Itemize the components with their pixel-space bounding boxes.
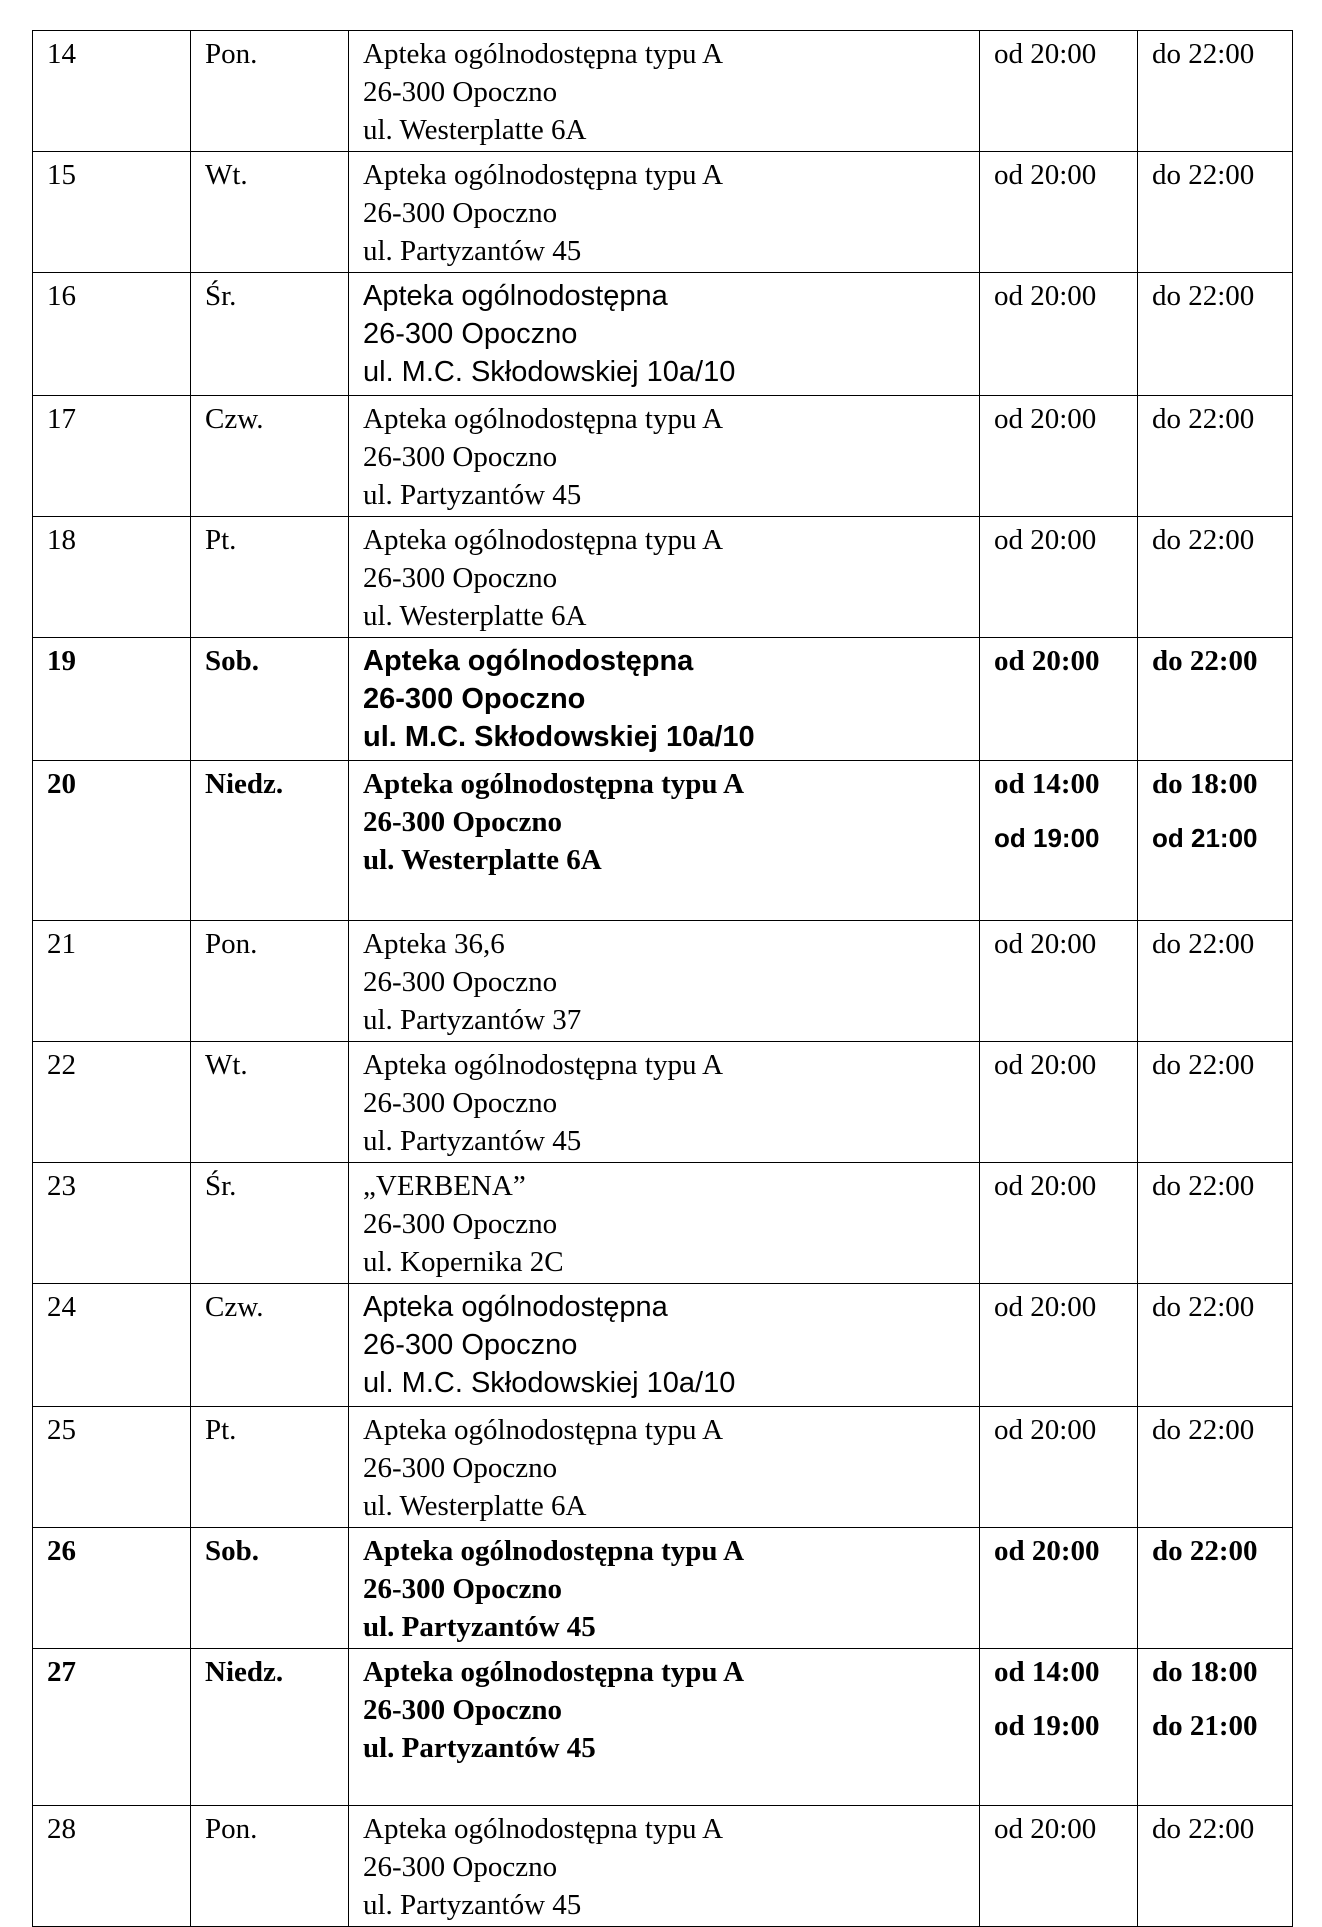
day-number: 19 <box>33 638 191 761</box>
weekday: Czw. <box>191 1284 349 1407</box>
pharmacy-street: ul. Partyzantów 37 <box>363 1004 582 1036</box>
pharmacy-city: 26-300 Opoczno <box>363 1573 562 1605</box>
open-from: od 20:00 <box>980 921 1138 1042</box>
table-row <box>33 273 1293 396</box>
open-from: od 20:00 <box>980 1284 1138 1407</box>
open-from: od 20:00 <box>980 1806 1138 1927</box>
pharmacy-name: Apteka ogólnodostępna typu A <box>363 1813 724 1845</box>
time-gap <box>994 803 1129 819</box>
table-row <box>33 761 1293 921</box>
day-number: 22 <box>33 1042 191 1163</box>
open-to-cell <box>1138 1649 1293 1806</box>
pharmacy-street: ul. M.C. Skłodowskiej 10a/10 <box>363 721 755 753</box>
day-number: 23 <box>33 1163 191 1284</box>
time-gap <box>1152 803 1284 819</box>
day-number: 15 <box>33 152 191 273</box>
open-to: do 22:00 <box>1138 1042 1293 1163</box>
day-number: 27 <box>33 1649 191 1806</box>
pharmacy-name: Apteka ogólnodostępna typu A <box>363 159 724 191</box>
pharmacy-name: Apteka ogólnodostępna typu A <box>363 1049 724 1081</box>
open-from: od 20:00 <box>980 1528 1138 1649</box>
open-from: od 20:00 <box>980 152 1138 273</box>
weekday: Sob. <box>191 1528 349 1649</box>
open-to: do 22:00 <box>1138 1407 1293 1528</box>
pharmacy-name: Apteka ogólnodostępna typu A <box>363 403 724 435</box>
weekday: Pon. <box>191 1806 349 1927</box>
table-row <box>33 396 1293 517</box>
time-gap <box>1152 1691 1284 1707</box>
open-from: od 20:00 <box>980 1407 1138 1528</box>
open-from: od 20:00 <box>980 1163 1138 1284</box>
pharmacy-street: ul. Partyzantów 45 <box>363 479 582 511</box>
open-to: do 18:00 <box>1152 1656 1258 1688</box>
pharmacy-name: Apteka ogólnodostępna <box>363 645 694 677</box>
pharmacy-street: ul. M.C. Skłodowskiej 10a/10 <box>363 356 736 388</box>
pharmacy-cell <box>349 761 980 921</box>
pharmacy-street: ul. Partyzantów 45 <box>363 1611 596 1643</box>
pharmacy-name: Apteka ogólnodostępna typu A <box>363 524 724 556</box>
weekday: Pon. <box>191 31 349 152</box>
pharmacy-cell <box>349 396 980 517</box>
pharmacy-city: 26-300 Opoczno <box>363 806 562 838</box>
pharmacy-cell <box>349 1806 980 1927</box>
pharmacy-city: 26-300 Opoczno <box>363 76 558 108</box>
pharmacy-city: 26-300 Opoczno <box>363 1851 558 1883</box>
pharmacy-street: ul. Partyzantów 45 <box>363 235 582 267</box>
weekday: Czw. <box>191 396 349 517</box>
pharmacy-street: ul. Westerplatte 6A <box>363 844 602 876</box>
pharmacy-cell <box>349 1163 980 1284</box>
weekday: Niedz. <box>191 1649 349 1806</box>
pharmacy-cell <box>349 1528 980 1649</box>
table-row <box>33 1407 1293 1528</box>
pharmacy-cell <box>349 517 980 638</box>
pharmacy-city: 26-300 Opoczno <box>363 318 578 350</box>
open-from-2: od 19:00 <box>994 1710 1100 1742</box>
table-row <box>33 517 1293 638</box>
table-row <box>33 1806 1293 1927</box>
open-from: od 20:00 <box>980 396 1138 517</box>
open-to-2: od 21:00 <box>1152 823 1258 853</box>
table-row <box>33 1163 1293 1284</box>
table-row <box>33 921 1293 1042</box>
pharmacy-street: ul. Partyzantów 45 <box>363 1889 582 1921</box>
table-row <box>33 1649 1293 1806</box>
open-from-2: od 19:00 <box>994 823 1100 853</box>
pharmacy-street: ul. Westerplatte 6A <box>363 114 587 146</box>
pharmacy-name: Apteka ogólnodostępna <box>363 1291 668 1323</box>
weekday: Niedz. <box>191 761 349 921</box>
pharmacy-name: Apteka ogólnodostępna typu A <box>363 768 745 800</box>
open-from: od 14:00 <box>994 768 1100 800</box>
table-row <box>33 638 1293 761</box>
pharmacy-cell <box>349 1284 980 1407</box>
open-to: do 22:00 <box>1138 152 1293 273</box>
day-number: 26 <box>33 1528 191 1649</box>
table-row <box>33 31 1293 152</box>
pharmacy-cell <box>349 1042 980 1163</box>
pharmacy-cell <box>349 31 980 152</box>
pharmacy-name: Apteka ogólnodostępna typu A <box>363 38 724 70</box>
open-to: do 22:00 <box>1138 273 1293 396</box>
pharmacy-name: Apteka ogólnodostępna typu A <box>363 1535 745 1567</box>
open-to: do 22:00 <box>1138 921 1293 1042</box>
pharmacy-city: 26-300 Opoczno <box>363 1329 578 1361</box>
day-number: 18 <box>33 517 191 638</box>
pharmacy-street: ul. Westerplatte 6A <box>363 1490 587 1522</box>
day-number: 28 <box>33 1806 191 1927</box>
pharmacy-duty-table <box>32 30 1293 1927</box>
open-to: do 22:00 <box>1138 1163 1293 1284</box>
open-to-cell <box>1138 761 1293 921</box>
pharmacy-city: 26-300 Opoczno <box>363 683 586 715</box>
pharmacy-name: Apteka ogólnodostępna typu A <box>363 1656 745 1688</box>
pharmacy-name: Apteka 36,6 <box>363 928 505 960</box>
open-from-cell <box>980 761 1138 921</box>
pharmacy-cell <box>349 921 980 1042</box>
weekday: Pon. <box>191 921 349 1042</box>
pharmacy-name: Apteka ogólnodostępna typu A <box>363 1414 724 1446</box>
day-number: 17 <box>33 396 191 517</box>
open-from-cell <box>980 1649 1138 1806</box>
pharmacy-city: 26-300 Opoczno <box>363 1208 558 1240</box>
open-to: do 22:00 <box>1138 1528 1293 1649</box>
open-to: do 22:00 <box>1138 1284 1293 1407</box>
open-to: do 22:00 <box>1138 517 1293 638</box>
weekday: Sob. <box>191 638 349 761</box>
weekday: Wt. <box>191 1042 349 1163</box>
pharmacy-cell <box>349 638 980 761</box>
pharmacy-street: ul. Partyzantów 45 <box>363 1125 582 1157</box>
table-row <box>33 1042 1293 1163</box>
pharmacy-city: 26-300 Opoczno <box>363 1694 562 1726</box>
open-to: do 22:00 <box>1138 31 1293 152</box>
pharmacy-cell <box>349 1407 980 1528</box>
pharmacy-city: 26-300 Opoczno <box>363 441 558 473</box>
table-row <box>33 1528 1293 1649</box>
pharmacy-name: Apteka ogólnodostępna <box>363 280 668 312</box>
day-number: 20 <box>33 761 191 921</box>
weekday: Pt. <box>191 517 349 638</box>
weekday: Wt. <box>191 152 349 273</box>
weekday: Śr. <box>191 273 349 396</box>
pharmacy-city: 26-300 Opoczno <box>363 1452 558 1484</box>
time-gap <box>994 1691 1129 1707</box>
open-from: od 20:00 <box>980 638 1138 761</box>
pharmacy-street: ul. Westerplatte 6A <box>363 600 587 632</box>
open-from: od 14:00 <box>994 1656 1100 1688</box>
pharmacy-street: ul. Partyzantów 45 <box>363 1732 596 1764</box>
open-from: od 20:00 <box>980 517 1138 638</box>
pharmacy-cell <box>349 273 980 396</box>
open-from: od 20:00 <box>980 1042 1138 1163</box>
pharmacy-street: ul. M.C. Skłodowskiej 10a/10 <box>363 1367 736 1399</box>
pharmacy-city: 26-300 Opoczno <box>363 562 558 594</box>
pharmacy-street: ul. Kopernika 2C <box>363 1246 564 1278</box>
pharmacy-city: 26-300 Opoczno <box>363 1087 558 1119</box>
day-number: 14 <box>33 31 191 152</box>
pharmacy-city: 26-300 Opoczno <box>363 966 558 998</box>
open-to: do 22:00 <box>1138 638 1293 761</box>
open-to-2: do 21:00 <box>1152 1710 1258 1742</box>
table-row <box>33 152 1293 273</box>
open-to: do 18:00 <box>1152 768 1258 800</box>
pharmacy-city: 26-300 Opoczno <box>363 197 558 229</box>
day-number: 25 <box>33 1407 191 1528</box>
open-from: od 20:00 <box>980 31 1138 152</box>
weekday: Śr. <box>191 1163 349 1284</box>
day-number: 24 <box>33 1284 191 1407</box>
open-to: do 22:00 <box>1138 1806 1293 1927</box>
day-number: 21 <box>33 921 191 1042</box>
pharmacy-cell <box>349 152 980 273</box>
pharmacy-cell <box>349 1649 980 1806</box>
weekday: Pt. <box>191 1407 349 1528</box>
table-row <box>33 1284 1293 1407</box>
day-number: 16 <box>33 273 191 396</box>
open-from: od 20:00 <box>980 273 1138 396</box>
pharmacy-name: „VERBENA” <box>363 1170 526 1202</box>
open-to: do 22:00 <box>1138 396 1293 517</box>
